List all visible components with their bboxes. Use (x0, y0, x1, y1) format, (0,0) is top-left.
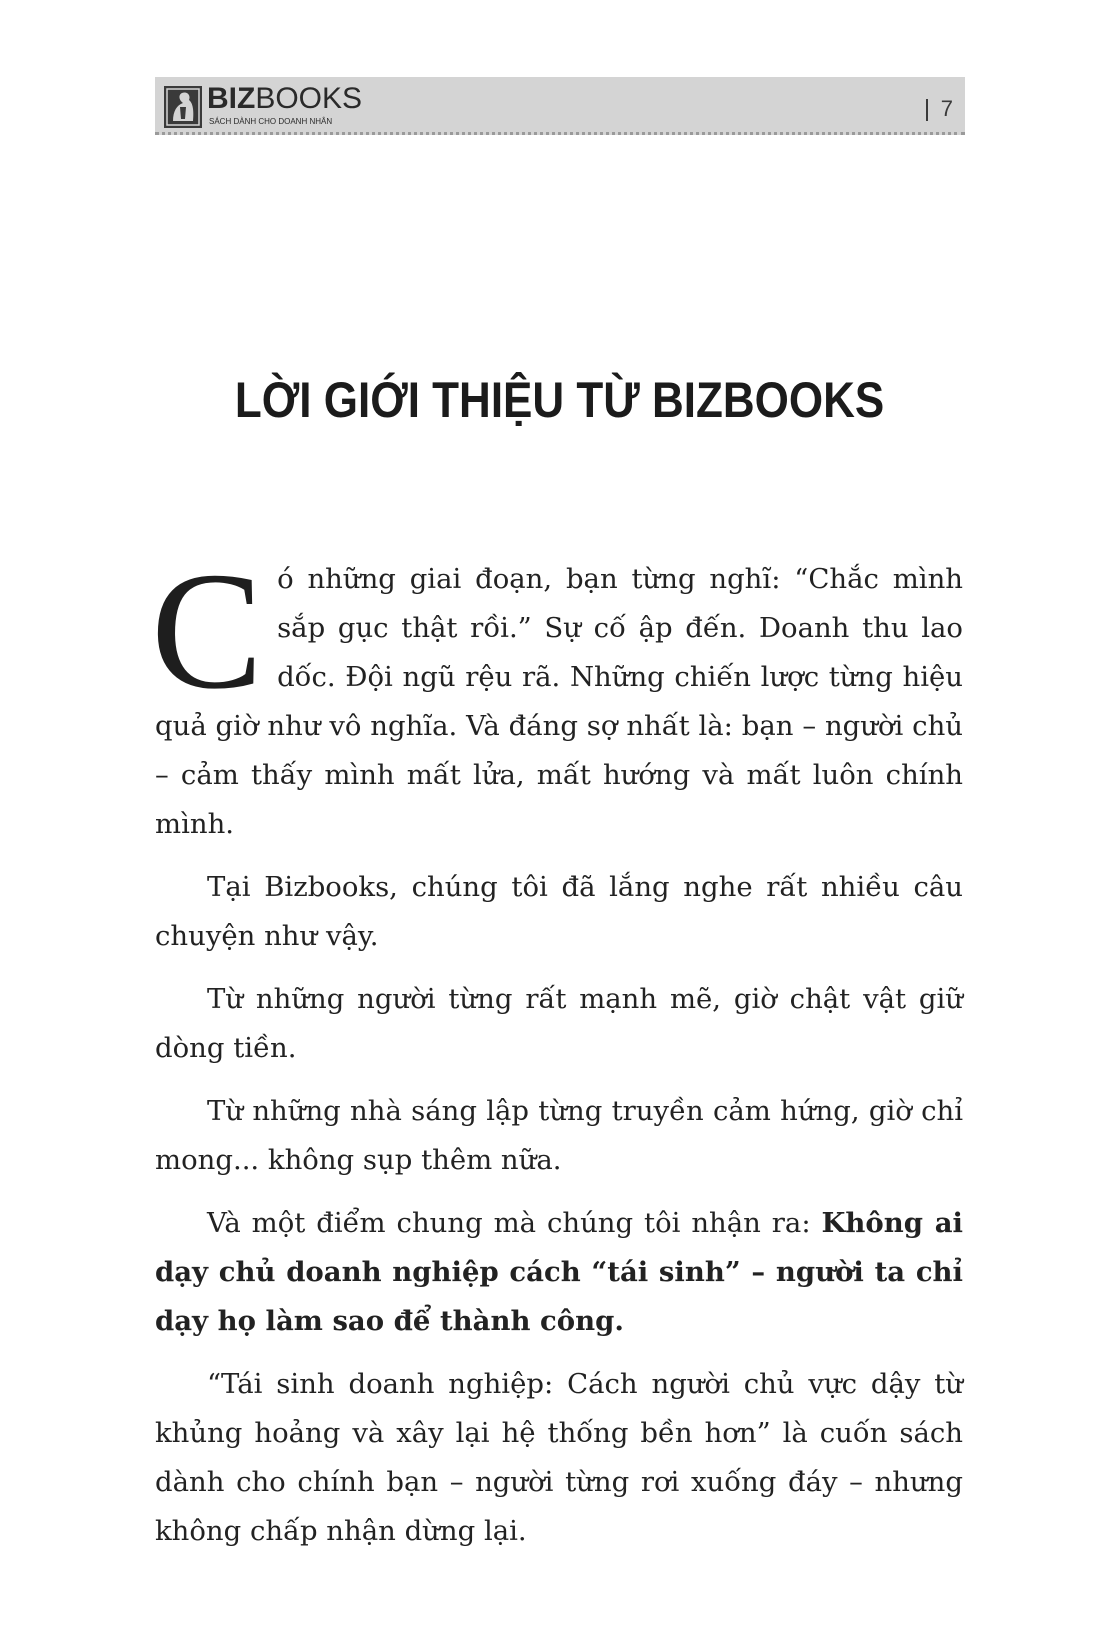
page-number: 7 (940, 96, 953, 121)
paragraph-5-bold: Không ai dạy chủ doanh nghiệp cách “tái sinh” – người ta chỉ dạy họ làm sao để thành công. (155, 1207, 963, 1337)
paragraph-3: Từ những người từng rất mạnh mẽ, giờ chật vật giữ dòng tiền. (155, 983, 963, 1064)
running-header (155, 77, 965, 135)
drop-cap: C (151, 538, 264, 724)
brand-tagline: SÁCH DÀNH CHO DOANH NHÂN (209, 117, 333, 126)
chapter-title: LỜI GIỚI THIỆU TỪ BIZBOOKS (234, 372, 885, 428)
brand-logotype (207, 83, 362, 115)
bizbooks-logo-icon (163, 85, 203, 129)
brand-books: BOOKS (255, 82, 363, 115)
paragraph-2: Tại Bizbooks, chúng tôi đã lắng nghe rất nhiều câu chuyện như vậy. (155, 871, 963, 952)
body-text (151, 538, 963, 1570)
paragraph-5-text: Và một điểm chung mà chúng tôi nhận ra: (207, 1207, 822, 1239)
paragraph-6: “Tái sinh doanh nghiệp: Cách người chủ vực dậy từ khủng hoảng và xây lại hệ thống bền hơn” là cuốn sách dành cho chính bạn – người từng rơi xuống đáy – nhưng không chấp nhận dừng lại. (155, 1368, 963, 1547)
page-number-divider (926, 99, 928, 121)
paragraph-5 (155, 1199, 963, 1346)
brand-biz: BIZ (207, 82, 256, 115)
paragraph-1 (151, 538, 963, 849)
paragraph-1-text: ó những giai đoạn, bạn từng nghĩ: “Chắc mình sắp gục thật rồi.” Sự cố ập đến. Doanh thu lao dốc. Đội ngũ rệu rã. Những chiến lược từng hiệu quả giờ như vô nghĩa. Và đáng sợ nhất là: bạn – người chủ – cảm thấy mình mất lửa, mất hướng và mất luôn chính mình. (155, 563, 963, 840)
paragraph-4: Từ những nhà sáng lập từng truyền cảm hứng, giờ chỉ mong... không sụp thêm nữa. (155, 1095, 963, 1176)
